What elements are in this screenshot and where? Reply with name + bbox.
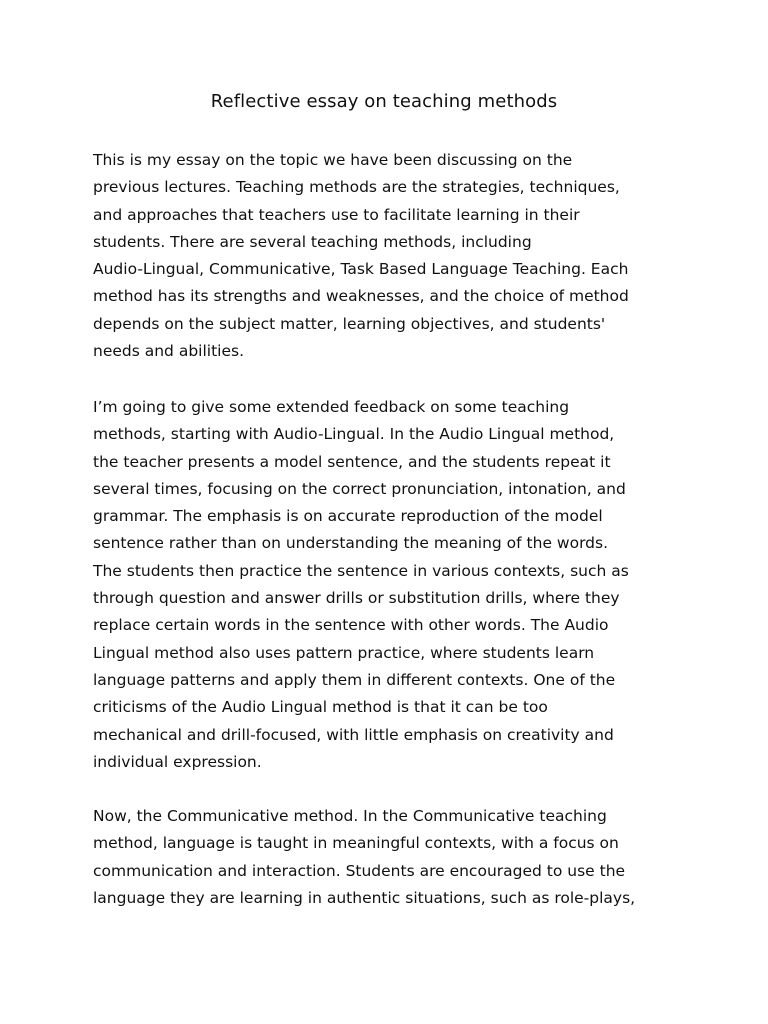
text-line: depends on the subject matter, learning objectives, and students': [93, 314, 606, 333]
paragraph-communicative: [93, 803, 693, 912]
text-line: communication and interaction. Students are encouraged to use the: [93, 861, 626, 880]
text-line: previous lectures. Teaching methods are the strategies, techniques,: [93, 178, 620, 197]
text-line: replace certain words in the sentence with other words. The Audio: [93, 616, 609, 635]
text-line: through question and answer drills or substitution drills, where they: [93, 589, 620, 608]
essay-title: Reflective essay on teaching methods: [210, 91, 558, 112]
text-line: This is my essay on the topic we have been discussing on the: [93, 151, 573, 169]
text-line: I’m going to give some extended feedback on some teaching: [93, 398, 570, 416]
text-line: needs and abilities.: [93, 342, 245, 361]
text-line: method has its strengths and weaknesses, and the choice of method: [93, 287, 629, 306]
text-line: several times, focusing on the correct pronunciation, intonation, and: [93, 479, 626, 498]
text-line: method, language is taught in meaningful contexts, with a focus on: [93, 834, 619, 853]
text-line: criticisms of the Audio Lingual method is that it can be too: [93, 698, 548, 717]
text-line: Audio-Lingual, Communicative, Task Based Language Teaching. Each: [93, 260, 629, 279]
text-line: mechanical and drill-focused, with little emphasis on creativity and: [93, 725, 614, 744]
text-line: language they are learning in authentic situations, such as role-plays,: [93, 888, 636, 907]
paragraph-audio-lingual: [93, 394, 693, 776]
text-line: the teacher presents a model sentence, and the students repeat it: [93, 452, 611, 471]
text-line: sentence rather than on understanding the meaning of the words.: [93, 534, 609, 553]
text-line: Lingual method also uses pattern practice, where students learn: [93, 643, 595, 662]
text-line: Now, the Communicative method. In the Communicative teaching: [93, 807, 607, 825]
paragraph-introduction: [93, 147, 693, 365]
text-line: and approaches that teachers use to facilitate learning in their: [93, 205, 580, 224]
text-line: individual expression.: [93, 752, 262, 771]
text-line: grammar. The emphasis is on accurate reproduction of the model: [93, 507, 603, 526]
text-line: language patterns and apply them in different contexts. One of the: [93, 670, 616, 689]
text-line: The students then practice the sentence in various contexts, such as: [93, 561, 629, 580]
text-line: methods, starting with Audio-Lingual. In the Audio Lingual method,: [93, 425, 615, 444]
text-line: students. There are several teaching methods, including: [93, 232, 532, 251]
